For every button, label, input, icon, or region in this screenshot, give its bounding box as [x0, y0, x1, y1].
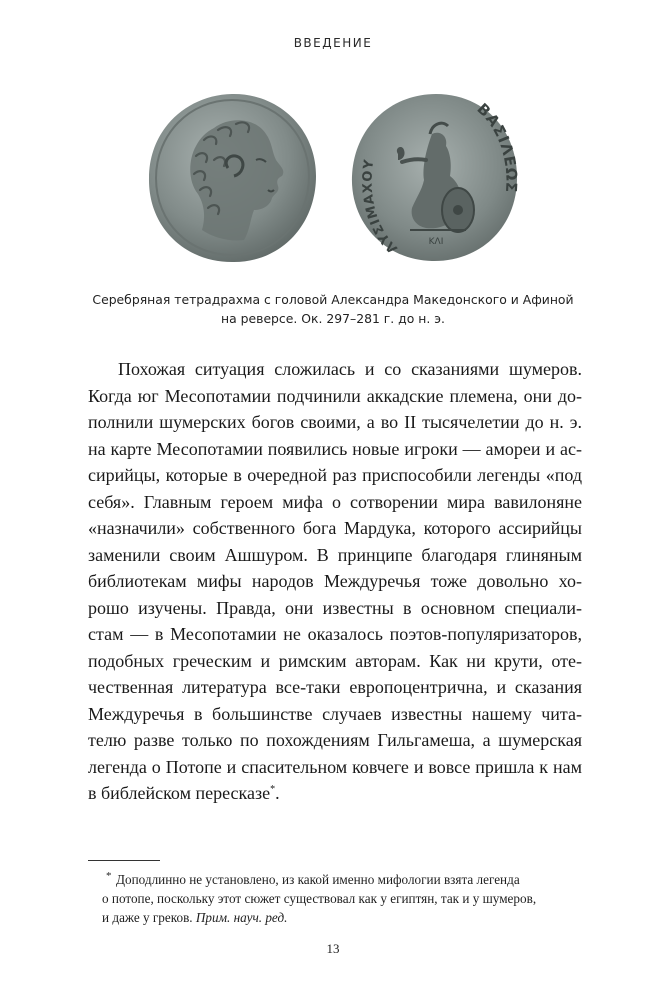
body-line-last: [88, 780, 582, 807]
body-line: себя». Главным героем мифа о сотворении мира вавилоняне: [88, 491, 582, 512]
body-paragraph: [88, 356, 582, 807]
body-line: Когда юг Месопотамии подчинили аккадские племена, они до-: [88, 385, 582, 406]
svg-text:ΚΛΙ: ΚΛΙ: [428, 237, 444, 247]
body-line: Похожая ситуация сложилась и со сказаниями шумеров.: [118, 359, 582, 379]
body-line: Междуречья в большинстве случаев известны нашему чита-: [88, 703, 582, 724]
footnote: [88, 870, 582, 927]
coin-legend-right: ΒΑΣΙΛΕΩΣ: [473, 99, 521, 194]
body-line: сирийцы, которые в очередной раз приспособили легенды «под: [88, 465, 582, 485]
body-line: рошо изучены. Правда, они известны в основном специали-: [88, 597, 582, 618]
body-line: телю разве только по похождениям Гильгамеша, а шумерская: [88, 730, 582, 750]
body-line: легенда о Потопе и спасительном ковчеге и вовсе пришла к нам: [88, 756, 582, 777]
footnote-divider: [88, 860, 160, 861]
body-line: заменили своим Ашшуром. В принципе благодаря глиняным: [88, 544, 582, 565]
end-punctuation: .: [275, 783, 280, 803]
running-head: ВВЕДЕНИЕ: [293, 36, 373, 50]
caption-line: Серебряная тетрадрахма с головой Александра Македонского и Афиной: [92, 292, 574, 307]
coin-obverse-image: [144, 90, 320, 266]
footnote-line: о потопе, поскольку этот сюжет существовал как у египтян, так и у шумеров,: [102, 891, 537, 906]
footnote-text: и даже у греков.: [102, 910, 196, 925]
body-line: стам — в Месопотамии не оказалось поэтов-популяризаторов,: [88, 624, 582, 644]
body-line: библиотекам мифы народов Междуречья тоже довольно хо-: [88, 571, 582, 591]
coin-reverse-image: [346, 90, 522, 266]
body-line: полнили шумерских богов своими, а во II тысячелетии до н. э.: [88, 412, 582, 432]
caption-line: на реверсе. Ок. 297–281 г. до н. э.: [221, 311, 445, 326]
page-number: 13: [326, 941, 340, 956]
editor-note: Прим. науч. ред.: [195, 910, 288, 925]
coin-legend-left: ΛΥΣΙΜΑΧΟΥ: [360, 157, 401, 256]
figure-caption: [70, 290, 596, 328]
body-line: на карте Месопотамии появились новые игроки — амореи и ас-: [88, 438, 582, 459]
footnote-marker: *: [106, 870, 112, 882]
body-line-text: в библейском пересказе: [88, 783, 271, 803]
footnote-reference[interactable]: *: [270, 784, 276, 795]
body-line: подобных греческим и римским авторам. Как ни крути, оте-: [88, 650, 582, 671]
footnote-line-last: [88, 908, 582, 927]
body-line: чественная литература все-таки европоцентрична, и сказания: [88, 677, 582, 697]
body-line: «назначили» собственного бога Мардука, которого ассирийцы: [88, 518, 582, 538]
footnote-line: Доподлинно не установлено, из какой именно мифологии взята легенда: [116, 872, 520, 887]
coin-figure: [0, 90, 666, 266]
